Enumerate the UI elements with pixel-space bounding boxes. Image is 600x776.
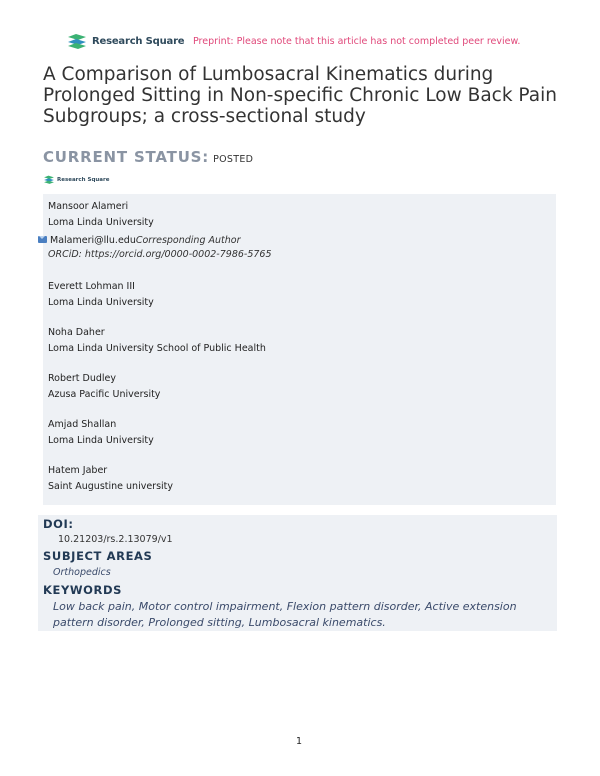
author-affiliation: Loma Linda University [48, 297, 154, 308]
status-label: CURRENT STATUS: [43, 148, 210, 166]
author-affiliation: Loma Linda University School of Public Health [48, 343, 266, 354]
keywords-heading: KEYWORDS [43, 583, 123, 597]
author-name: Mansoor Alameri [48, 201, 129, 212]
author-name: Everett Lohman III [48, 281, 135, 292]
author-affiliation: Saint Augustine university [48, 481, 174, 492]
authors-panel [43, 194, 556, 505]
subject-areas-value: Orthopedics [53, 567, 111, 578]
page-header [66, 33, 546, 53]
author-contact [38, 235, 538, 246]
author-affiliation: Loma Linda University [48, 435, 154, 446]
author-item [48, 199, 154, 231]
author-name: Hatem Jaber [48, 465, 108, 476]
research-square-logo-icon [66, 33, 88, 49]
page-number: 1 [296, 736, 303, 747]
author-email[interactable]: Malameri@llu.edu [50, 235, 136, 246]
author-orcid[interactable]: ORCiD: https://orcid.org/0000-0002-7986-5765 [48, 249, 272, 260]
author-affiliation: Loma Linda University [48, 217, 154, 228]
current-status [43, 148, 253, 166]
logo-text: Research Square [92, 35, 185, 47]
author-name: Amjad Shallan [48, 419, 117, 430]
author-item [48, 325, 266, 357]
subject-areas-heading: SUBJECT AREAS [43, 549, 153, 563]
author-item [48, 371, 160, 403]
preprint-notice: Preprint: Please note that this article has not completed peer review. [193, 36, 521, 47]
author-item [48, 279, 154, 311]
keywords-value: Low back pain, Motor control impairment, Flexion pattern disorder, Active extension pattern disorder, Prolonged sitting, Lumbosacral kinematics. [53, 600, 517, 629]
small-research-square-logo [43, 175, 109, 184]
metadata-panel [38, 515, 557, 631]
doi-value[interactable]: 10.21203/rs.2.13079/v1 [58, 534, 173, 545]
author-affiliation: Azusa Pacific University [48, 389, 161, 400]
author-name: Noha Daher [48, 327, 105, 338]
author-item [48, 463, 173, 495]
corresponding-author-label: Corresponding Author [135, 235, 241, 246]
author-name: Robert Dudley [48, 373, 116, 384]
status-value: POSTED [213, 154, 254, 165]
article-title: A Comparison of Lumbosacral Kinematics during Prolonged Sitting in Non-specific Chronic Low Back Pain Subgroups; a cross-sectional study [43, 64, 557, 127]
author-item [48, 417, 154, 449]
small-logo-icon [43, 175, 55, 184]
research-square-logo[interactable] [66, 33, 184, 49]
email-icon[interactable] [38, 236, 47, 243]
small-logo-text: Research Square [57, 176, 110, 183]
doi-heading: DOI: [43, 517, 74, 531]
